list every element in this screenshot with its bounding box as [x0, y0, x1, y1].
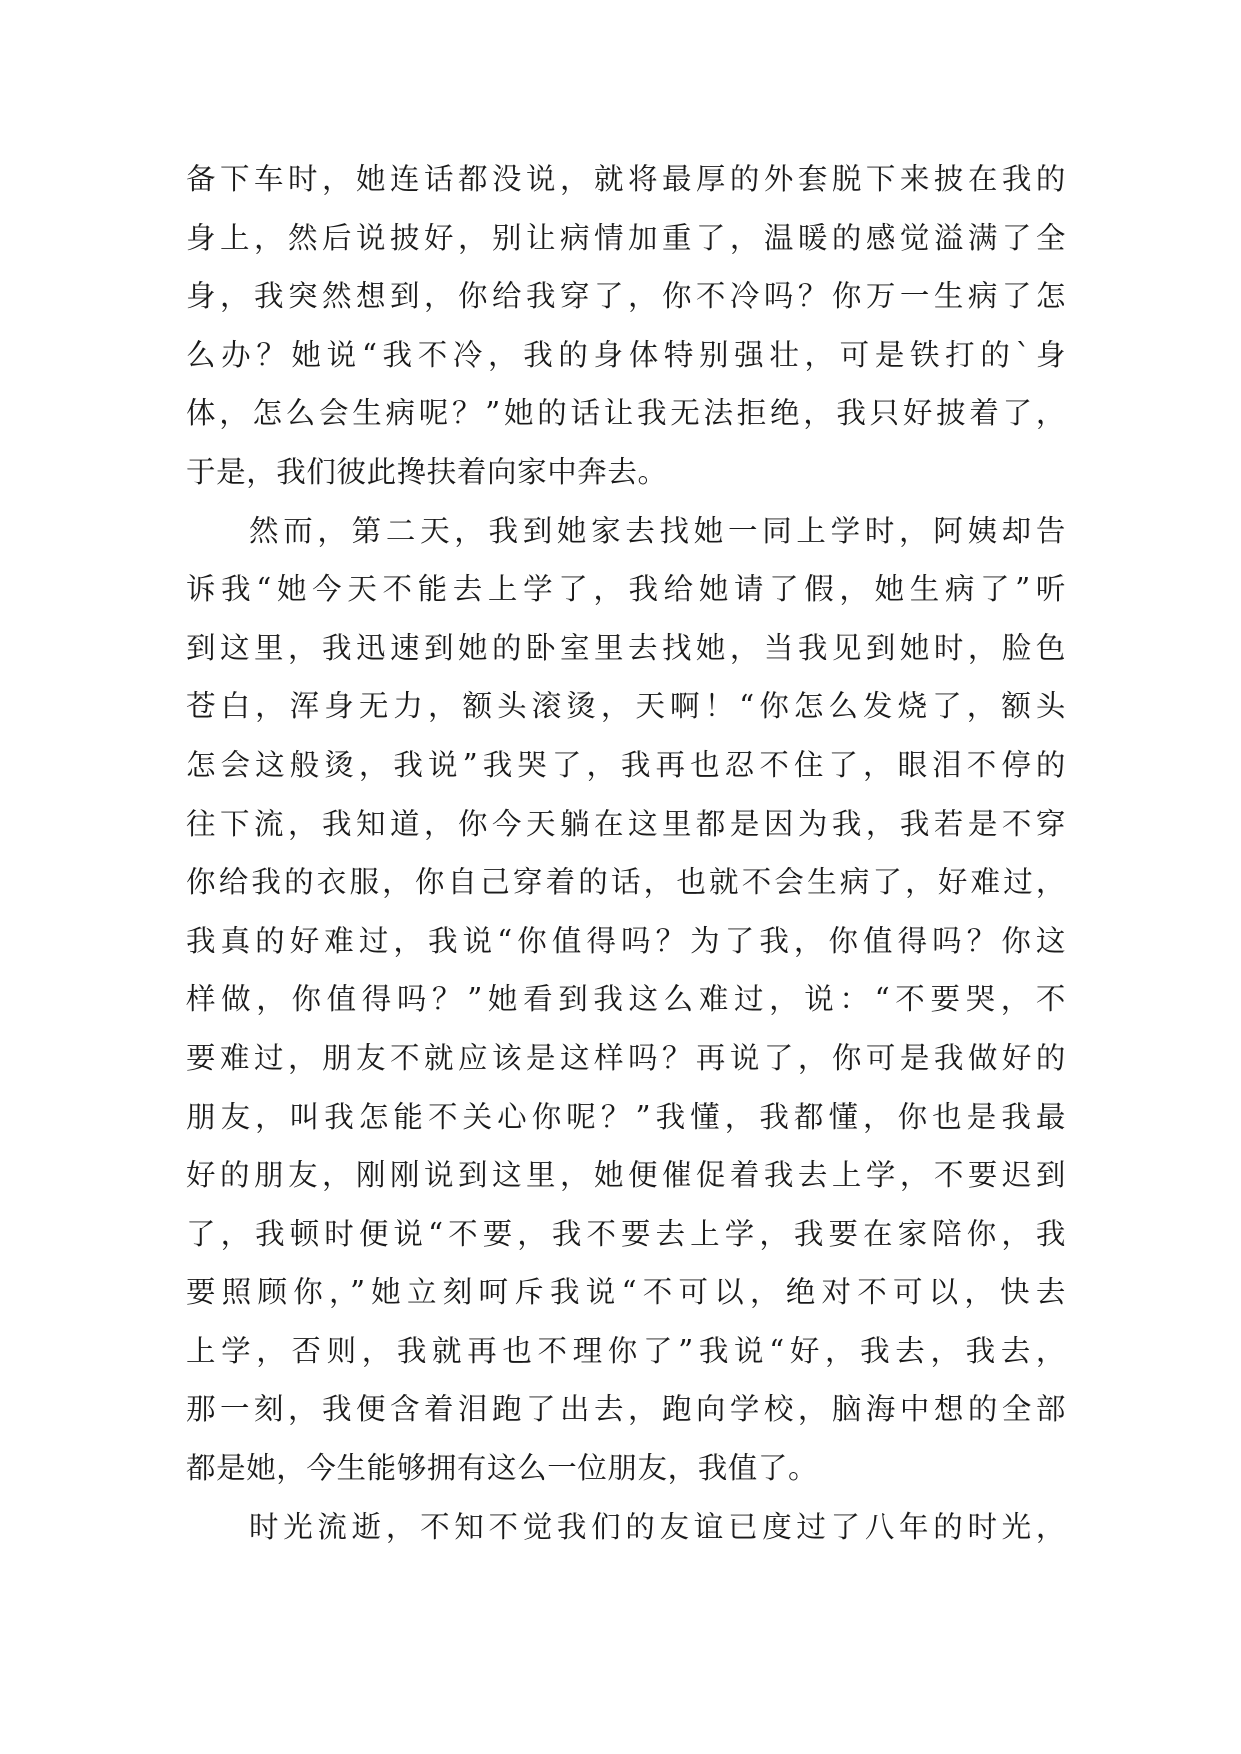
- text-line: 往下流，我知道，你今天躺在这里都是因为我，我若是不穿: [186, 806, 1066, 841]
- text-line: 那一刻，我便含着泪跑了出去，跑向学校，脑海中想的全部: [186, 1392, 1066, 1427]
- text-line: 样做，你值得吗？”她看到我这么难过，说：“不要哭，不: [186, 982, 1066, 1017]
- body-text: [186, 150, 1066, 1556]
- text-line: 体，怎么会生病呢？”她的话让我无法拒绝，我只好披着了，: [186, 396, 1066, 431]
- text-line: 苍白，浑身无力，额头滚烫，天啊！“你怎么发烧了，额头: [186, 689, 1066, 724]
- text-line: 备下车时，她连话都没说，就将最厚的外套脱下来披在我的: [186, 162, 1066, 196]
- text-line: 都是她，今生能够拥有这么一位朋友，我值了。: [186, 1451, 819, 1486]
- text-line: 你给我的衣服，你自己穿着的话，也就不会生病了，好难过，: [186, 865, 1066, 900]
- text-line: 诉我“她今天不能去上学了，我给她请了假，她生病了”听: [186, 572, 1066, 607]
- text-line: 好的朋友，刚刚说到这里，她便催促着我去上学，不要迟到: [186, 1158, 1066, 1193]
- text-line: 么办？她说“我不冷，我的身体特别强壮，可是铁打的`身: [186, 337, 1066, 372]
- text-line: 朋友，叫我怎能不关心你呢？”我懂，我都懂，你也是我最: [186, 1099, 1066, 1134]
- text-line: 我真的好难过，我说“你值得吗？为了我，你值得吗？你这: [186, 923, 1066, 958]
- text-line: 身，我突然想到，你给我穿了，你不冷吗？你万一生病了怎: [186, 279, 1066, 314]
- text-line: 怎会这般烫，我说”我哭了，我再也忍不住了，眼泪不停的: [186, 747, 1066, 782]
- text-line: 到这里，我迅速到她的卧室里去找她，当我见到她时，脸色: [186, 630, 1066, 665]
- text-line: 要难过，朋友不就应该是这样吗？再说了，你可是我做好的: [186, 1040, 1066, 1075]
- text-line: 于是，我们彼此搀扶着向家中奔去。: [186, 454, 668, 489]
- text-line: 然而，第二天，我到她家去找她一同上学时，阿姨却告: [249, 513, 1066, 548]
- text-line: 了，我顿时便说“不要，我不要去上学，我要在家陪你，我: [186, 1216, 1066, 1251]
- text-line: 身上，然后说披好，别让病情加重了，温暖的感觉溢满了全: [186, 220, 1066, 255]
- text-line: 时光流逝，不知不觉我们的友谊已度过了八年的时光，: [249, 1509, 1066, 1544]
- text-line: 要照顾你，”她立刻呵斥我说“不可以，绝对不可以，快去: [186, 1275, 1066, 1310]
- text-line: 上学，否则，我就再也不理你了”我说“好，我去，我去，: [186, 1333, 1066, 1368]
